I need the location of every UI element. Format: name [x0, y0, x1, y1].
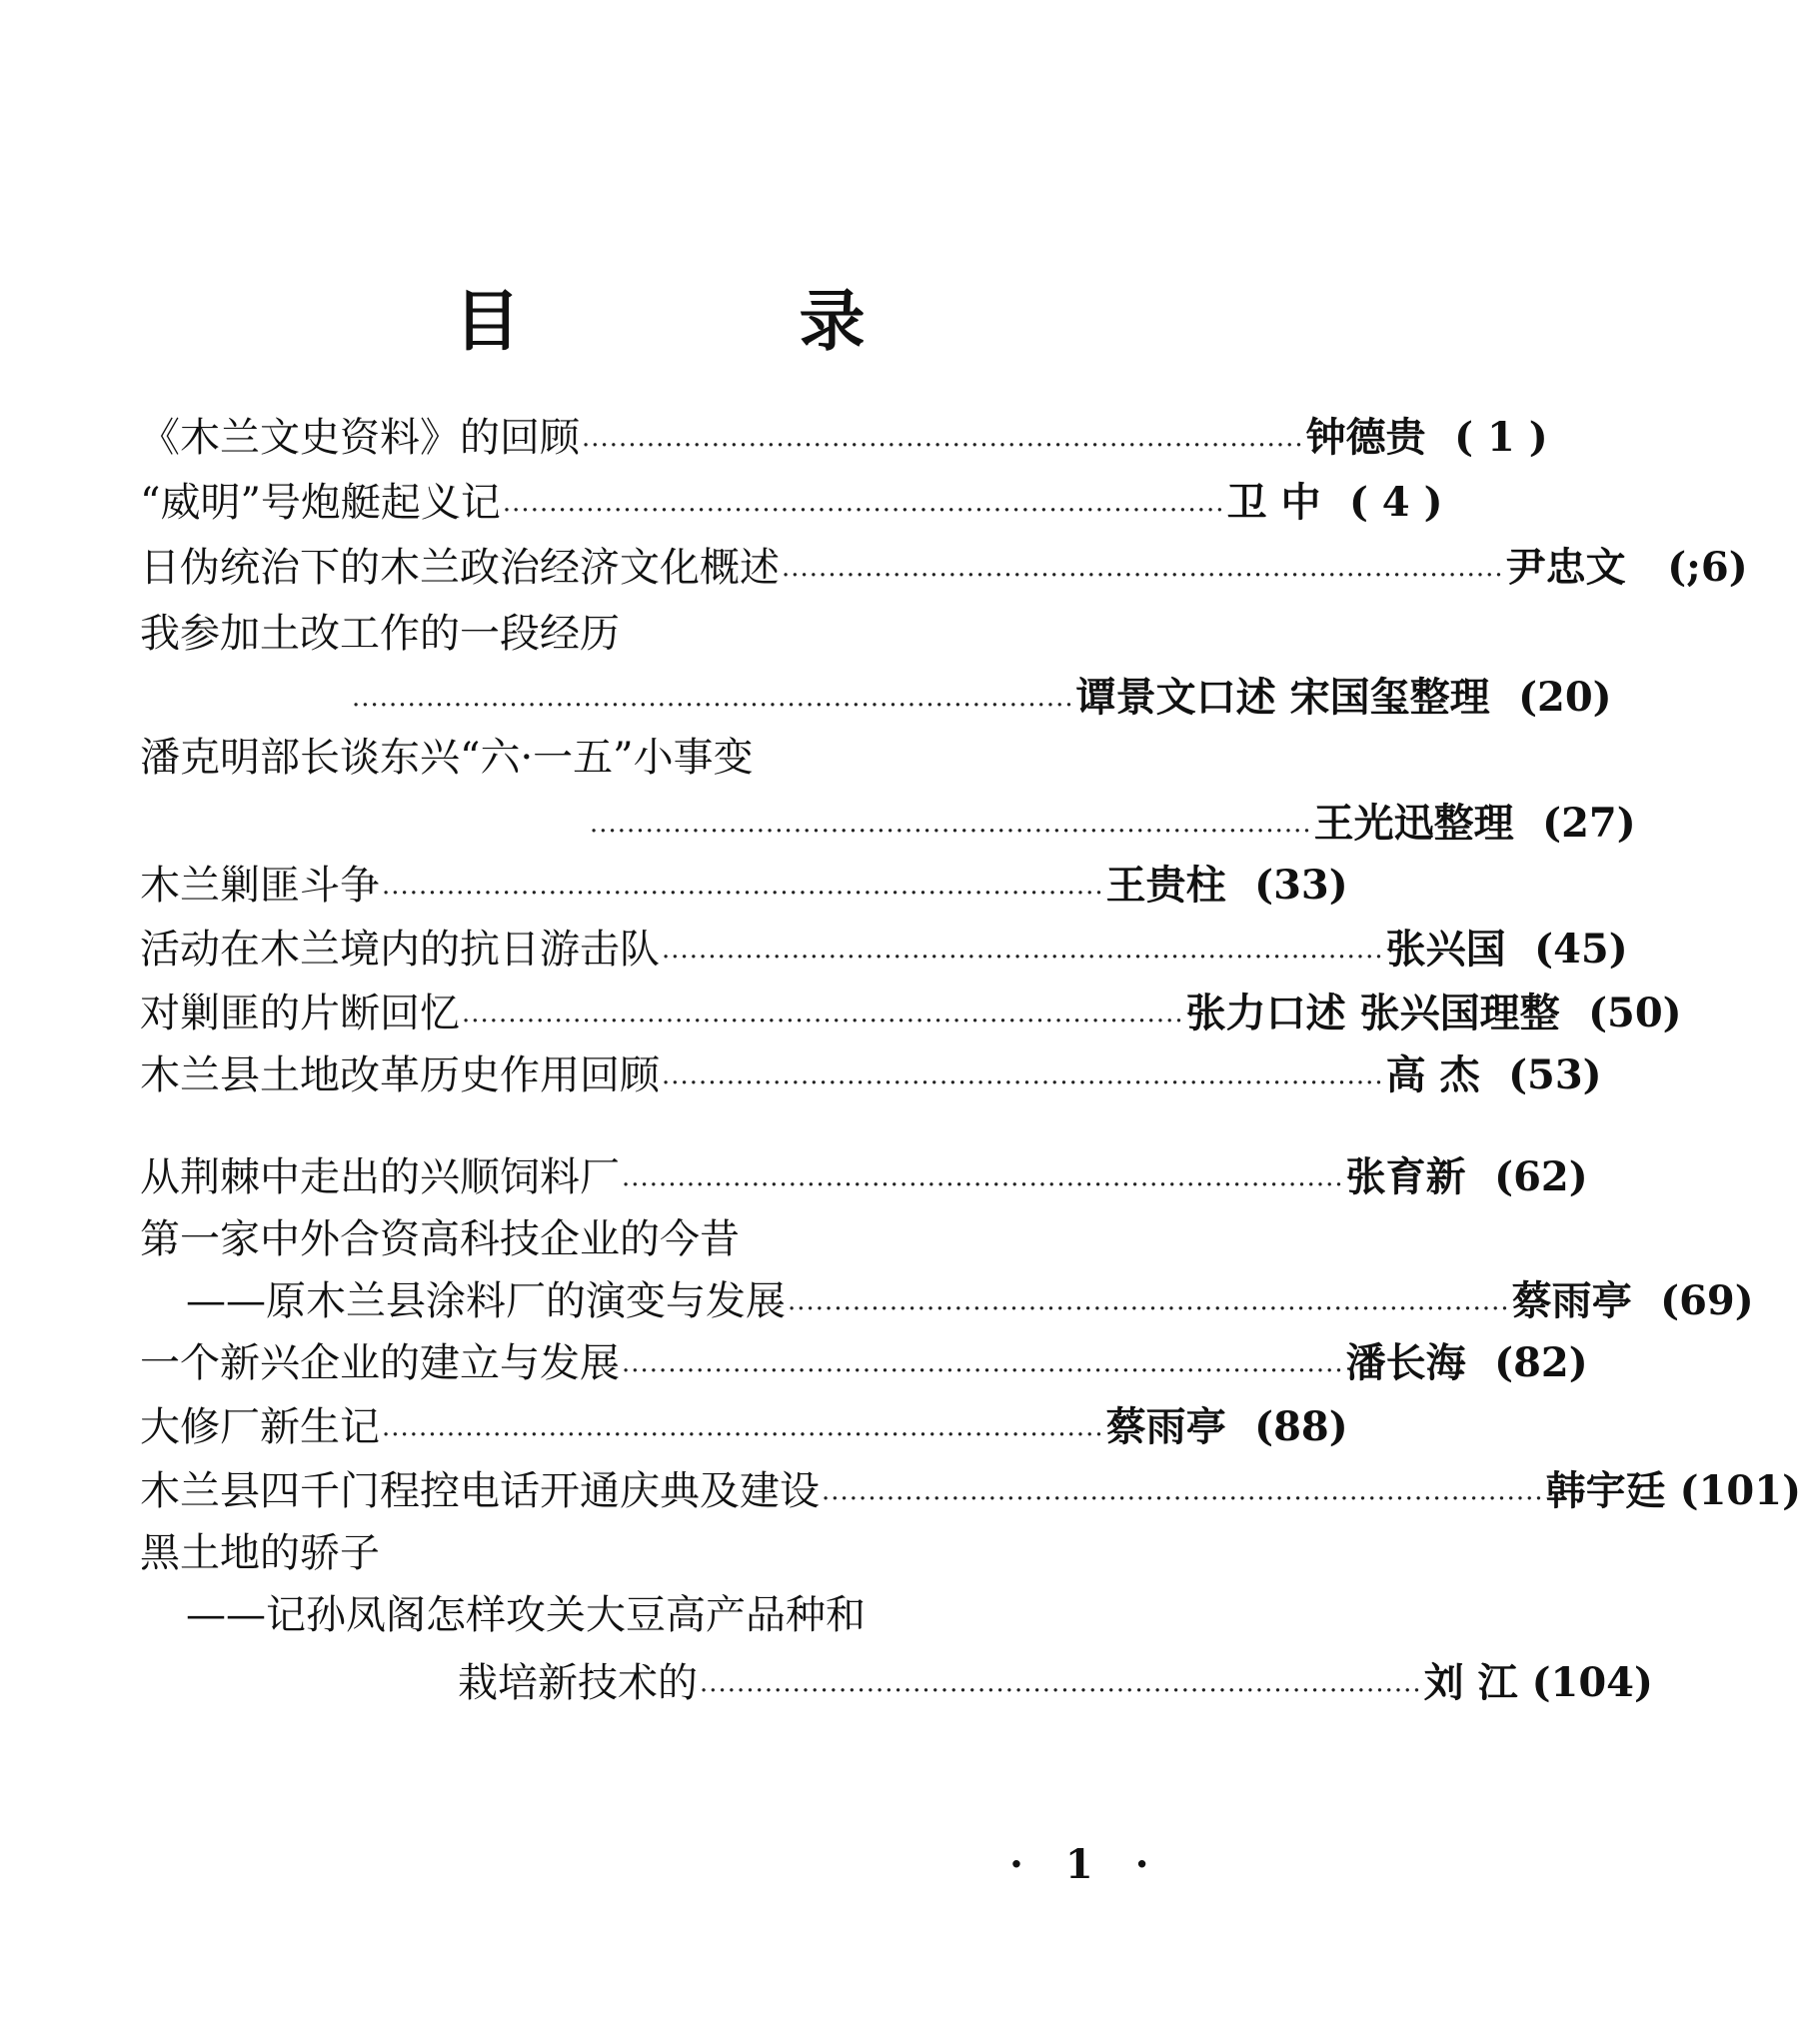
toc-entry-title: 木兰县四千门程控电话开通庆典及建设 [140, 1468, 820, 1514]
toc-entry-page: (;6) [1667, 544, 1748, 591]
toc-entry-author: 卫 中 [1226, 479, 1321, 526]
toc-entry-page: (53) [1508, 1051, 1602, 1098]
toc-entry-page: (62) [1494, 1153, 1588, 1200]
dot-leader: ·············································································· [582, 431, 1304, 461]
toc-entry-title: 我参加土改工作的一段经历 [140, 611, 620, 657]
dot-leader: ·············································································· [822, 1484, 1544, 1514]
toc-entry [588, 796, 1636, 852]
toc-entry-author: 张兴国 [1385, 926, 1506, 973]
toc-entry [140, 1211, 740, 1267]
toc-entry-title: 日伪统治下的木兰政治经济文化概述 [140, 545, 780, 591]
toc-entry-title: 对剿匪的片断回忆 [140, 991, 460, 1036]
toc-entry-author: 谭景文口述 宋国玺整理 [1075, 674, 1490, 721]
toc-entry-page: (33) [1254, 862, 1348, 909]
toc-entry-title: 大修厂新生记 [140, 1404, 380, 1450]
toc-entry-page: (104) [1531, 1659, 1653, 1706]
toc-entry-author: 尹忠文 [1505, 544, 1626, 591]
toc-entry [140, 475, 1443, 531]
toc-entry [140, 1335, 1588, 1391]
toc-entry-title: 黑土地的骄子 [140, 1530, 380, 1576]
toc-entry-title: 《木兰文史资料》的回顾 [140, 415, 580, 461]
dot-leader: ·············································································· [382, 1420, 1104, 1450]
toc-entry-author: 蔡雨亭 [1511, 1277, 1632, 1324]
toc-entry-title: 一个新兴企业的建立与发展 [140, 1340, 620, 1386]
toc-entry-author: 王贵柱 [1105, 862, 1226, 909]
toc-entry [140, 730, 754, 786]
toc-entry-page: ( 4 ) [1348, 479, 1443, 526]
toc-entry-author: 张育新 [1345, 1153, 1466, 1200]
toc-entry-author: 王光迅整理 [1313, 800, 1514, 847]
toc-entry [140, 986, 1682, 1041]
dot-leader: ·············································································· [662, 1068, 1384, 1098]
dot-leader: ·············································································· [622, 1170, 1344, 1200]
toc-entry-author: 张力口述 张兴国理整 [1185, 990, 1560, 1036]
toc-entry [140, 922, 1628, 978]
dot-leader: ·············································································· [352, 691, 1074, 721]
toc-entry [140, 858, 1348, 914]
toc-entry-title: 第一家中外合资高科技企业的今昔 [140, 1216, 740, 1262]
toc-entry-author: 蔡雨亭 [1105, 1403, 1226, 1450]
toc-entry [140, 1525, 380, 1581]
toc-entry-title: 木兰县土地改革历史作用回顾 [140, 1052, 660, 1098]
toc-entry [186, 1587, 866, 1643]
toc-entry [458, 1655, 1653, 1711]
toc-entry [140, 1399, 1348, 1455]
toc-entry-page: (101) [1679, 1467, 1801, 1514]
toc-entry-title: ——记孙凤阁怎样攻关大豆高产品种和 [186, 1592, 866, 1638]
toc-entry-page: (82) [1494, 1339, 1588, 1386]
toc-entry-page: (45) [1534, 926, 1628, 973]
toc-entry-title: 潘克明部长谈东兴“六·一五”小事变 [140, 735, 754, 781]
dot-leader: ·············································································· [662, 943, 1384, 973]
dot-leader: ·············································································· [622, 1356, 1344, 1386]
dot-leader: ·············································································· [502, 496, 1225, 526]
toc-entry [140, 1463, 1801, 1519]
toc-entry-page: (69) [1660, 1277, 1754, 1324]
toc-entry [140, 540, 1748, 596]
toc-entry-author: 刘 江 [1423, 1659, 1518, 1706]
toc-entry-title: “威明”号炮艇起义记 [140, 480, 501, 526]
toc-entry-title: 活动在木兰境内的抗日游击队 [140, 927, 660, 973]
toc-entry-author: 潘长海 [1345, 1339, 1466, 1386]
dot-leader: ·············································································· [782, 561, 1504, 591]
toc-entry-page: (20) [1518, 674, 1612, 721]
toc-entry-title: 栽培新技术的 [458, 1660, 698, 1706]
toc-entry-author: 韩宇廷 [1545, 1467, 1666, 1514]
toc-entry-title: ——原木兰县涂料厂的演变与发展 [186, 1278, 786, 1324]
toc-entry [140, 410, 1548, 466]
toc-entry-page: (50) [1588, 990, 1682, 1036]
toc-entry-title: 从荆棘中走出的兴顺饲料厂 [140, 1154, 620, 1200]
toc-entry-page: (88) [1254, 1403, 1348, 1450]
dot-leader: ·············································································· [700, 1676, 1422, 1706]
dot-leader: ·············································································· [788, 1294, 1510, 1324]
toc-entry-title: 木兰剿匪斗争 [140, 863, 380, 909]
toc-entry-author: 高 杰 [1385, 1051, 1480, 1098]
toc-entry-page: (27) [1542, 800, 1636, 847]
dot-leader: ·············································································· [382, 879, 1104, 909]
page-title: 目 录 [454, 282, 993, 360]
page-number: · 1 · [1009, 1841, 1163, 1888]
toc-entry [350, 670, 1612, 726]
toc-entry [186, 1273, 1754, 1329]
dot-leader: ·············································································· [590, 817, 1312, 847]
dot-leader: ·············································································· [462, 1007, 1184, 1036]
toc-entry-page: ( 1 ) [1454, 414, 1548, 461]
toc-entry-author: 钟德贵 [1305, 414, 1426, 461]
toc-entry [140, 606, 620, 662]
toc-entry [140, 1149, 1588, 1205]
toc-entry [140, 1047, 1602, 1103]
